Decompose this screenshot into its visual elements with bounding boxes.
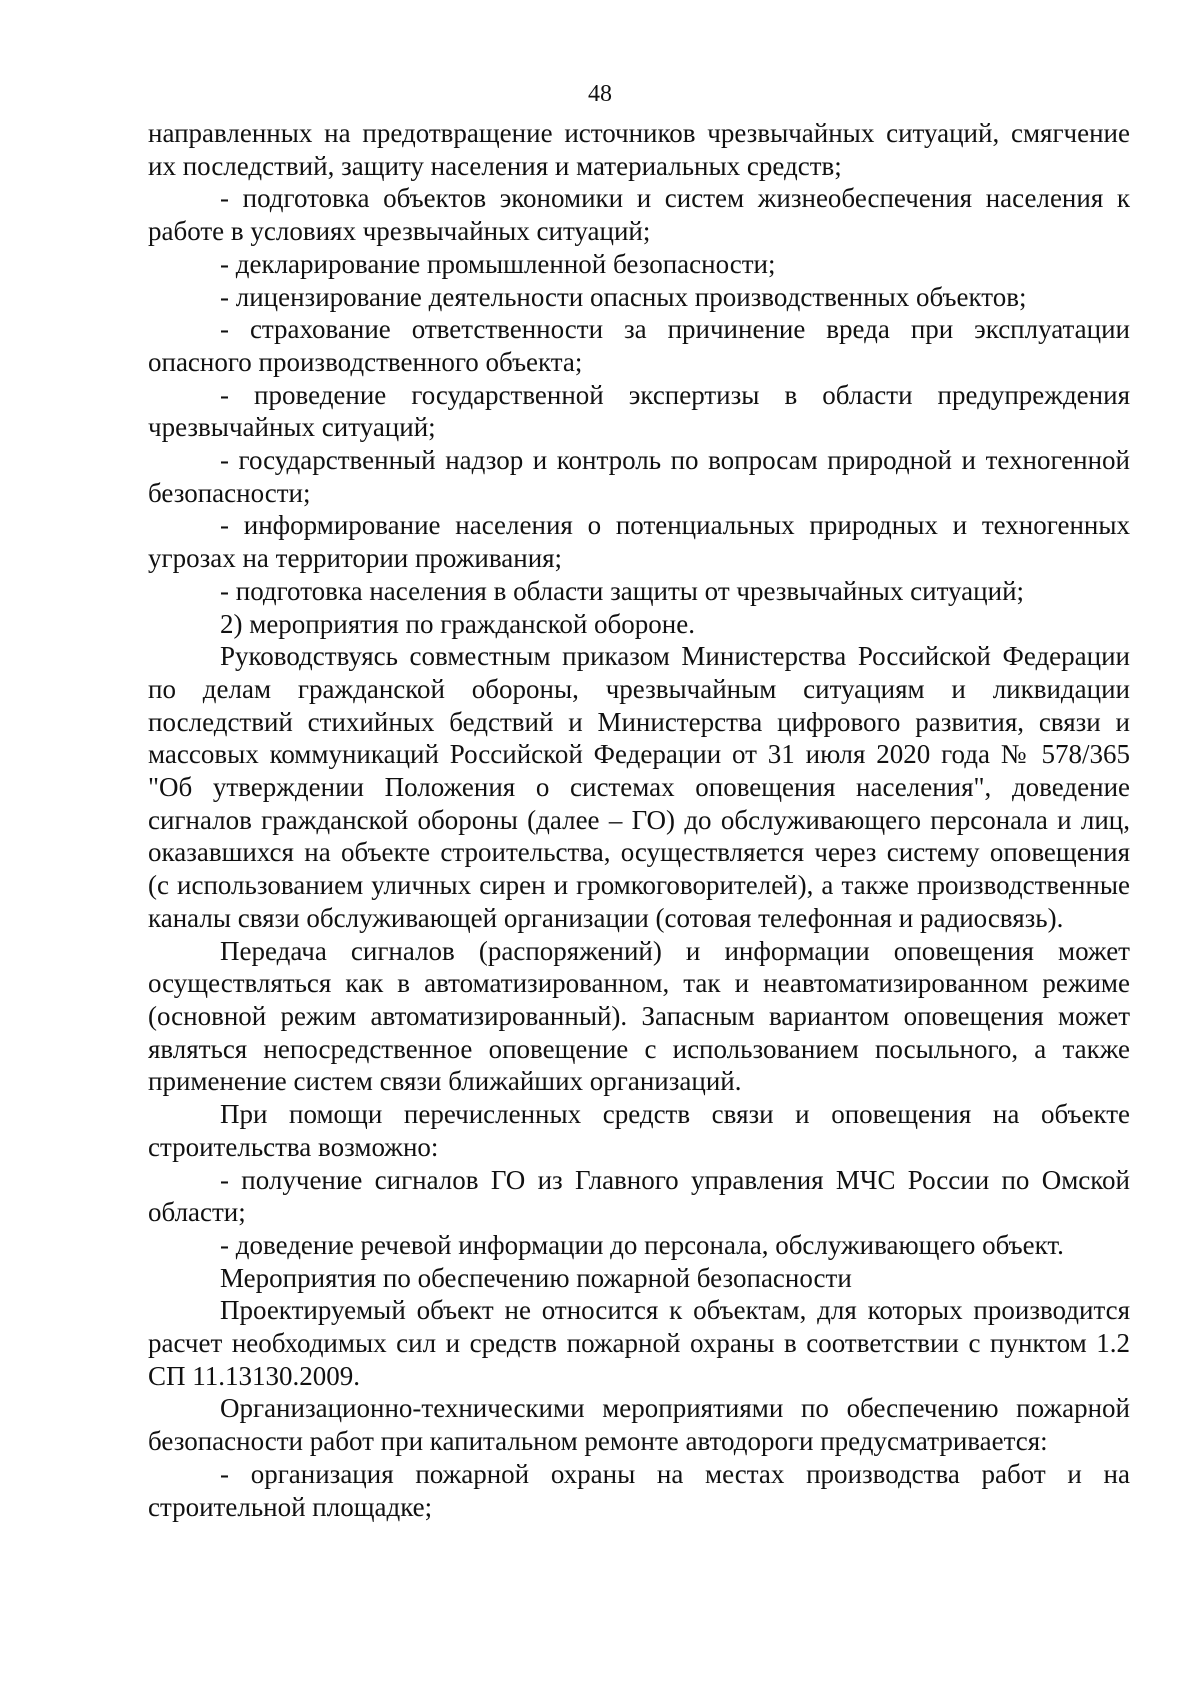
list-item: - лицензирование деятельности опасных производственных объектов; bbox=[220, 281, 1027, 312]
list-item: - проведение государственной экспертизы в области предупреждения чрезвычайных ситуаций; bbox=[148, 379, 1130, 443]
paragraph: При помощи перечисленных средств связи и оповещения на объекте строительства возможно: bbox=[148, 1099, 1130, 1162]
paragraph: направленных на предотвращение источников чрезвычайных ситуаций, смягчение их последствий, защиту населения и материальных средств; bbox=[148, 118, 1130, 181]
list-item: - государственный надзор и контроль по вопросам природной и техногенной безопасности; bbox=[148, 445, 1130, 508]
list-item: - организация пожарной охраны на местах производства работ и на строительной площадке; bbox=[148, 1458, 1130, 1522]
paragraph: Руководствуясь совместным приказом Министерства Российской Федерации по делам гражданской обороны, чрезвычайным ситуациям и ликвидации последствий стихийных бедствий и Министерства цифрового развития, связи и массовых коммуникаций Российской Федерации от 31 июля 2020 года № 578/365 "Об утверждении Положения о системах оповещения населения", доведение сигналов гражданской обороны (далее – ГО) до обслуживающего персонала и лиц, оказавшихся на объекте строительства, осуществляется через систему оповещения (с использованием уличных сирен и громкоговорителей), а также производственные каналы связи обслуживающей организации (сотовая телефонная и радиосвязь). bbox=[148, 641, 1130, 933]
list-item: - информирование населения о потенциальных природных и техногенных угрозах на территории проживания; bbox=[148, 510, 1130, 574]
list-item: - получение сигналов ГО из Главного управления МЧС России по Омской области; bbox=[148, 1164, 1130, 1228]
list-item: - декларирование промышленной безопасности; bbox=[220, 248, 776, 279]
list-item: - подготовка населения в области защиты от чрезвычайных ситуаций; bbox=[220, 575, 1025, 606]
paragraph: Передача сигналов (распоряжений) и информации оповещения может осуществляться как в автоматизированном, так и неавтоматизированном режиме (основной режим автоматизированный). Запасным вариантом оповещения может являться непосредственное оповещение с использованием посыльного, а также применение систем связи ближайших организаций. bbox=[148, 935, 1130, 1097]
section-heading: Мероприятия по обеспечению пожарной безопасности bbox=[220, 1262, 852, 1293]
paragraph: Проектируемый объект не относится к объектам, для которых производится расчет необходимых сил и средств пожарной охраны в соответствии с пунктом 1.2 СП 11.13130.2009. bbox=[148, 1295, 1130, 1391]
list-item: - подготовка объектов экономики и систем жизнеобеспечения населения к работе в условиях чрезвычайных ситуаций; bbox=[148, 183, 1130, 247]
document-body bbox=[148, 117, 1130, 1523]
list-item: - страхование ответственности за причинение вреда при эксплуатации опасного производственного объекта; bbox=[148, 314, 1130, 377]
numbered-item: 2) мероприятия по гражданской обороне. bbox=[220, 608, 695, 639]
paragraph: Организационно-техническими мероприятиями по обеспечению пожарной безопасности работ при капитальном ремонте автодороги предусматривается: bbox=[148, 1393, 1130, 1457]
list-item: - доведение речевой информации до персонала, обслуживающего объект. bbox=[220, 1229, 1064, 1260]
page-number: 48 bbox=[588, 81, 612, 107]
